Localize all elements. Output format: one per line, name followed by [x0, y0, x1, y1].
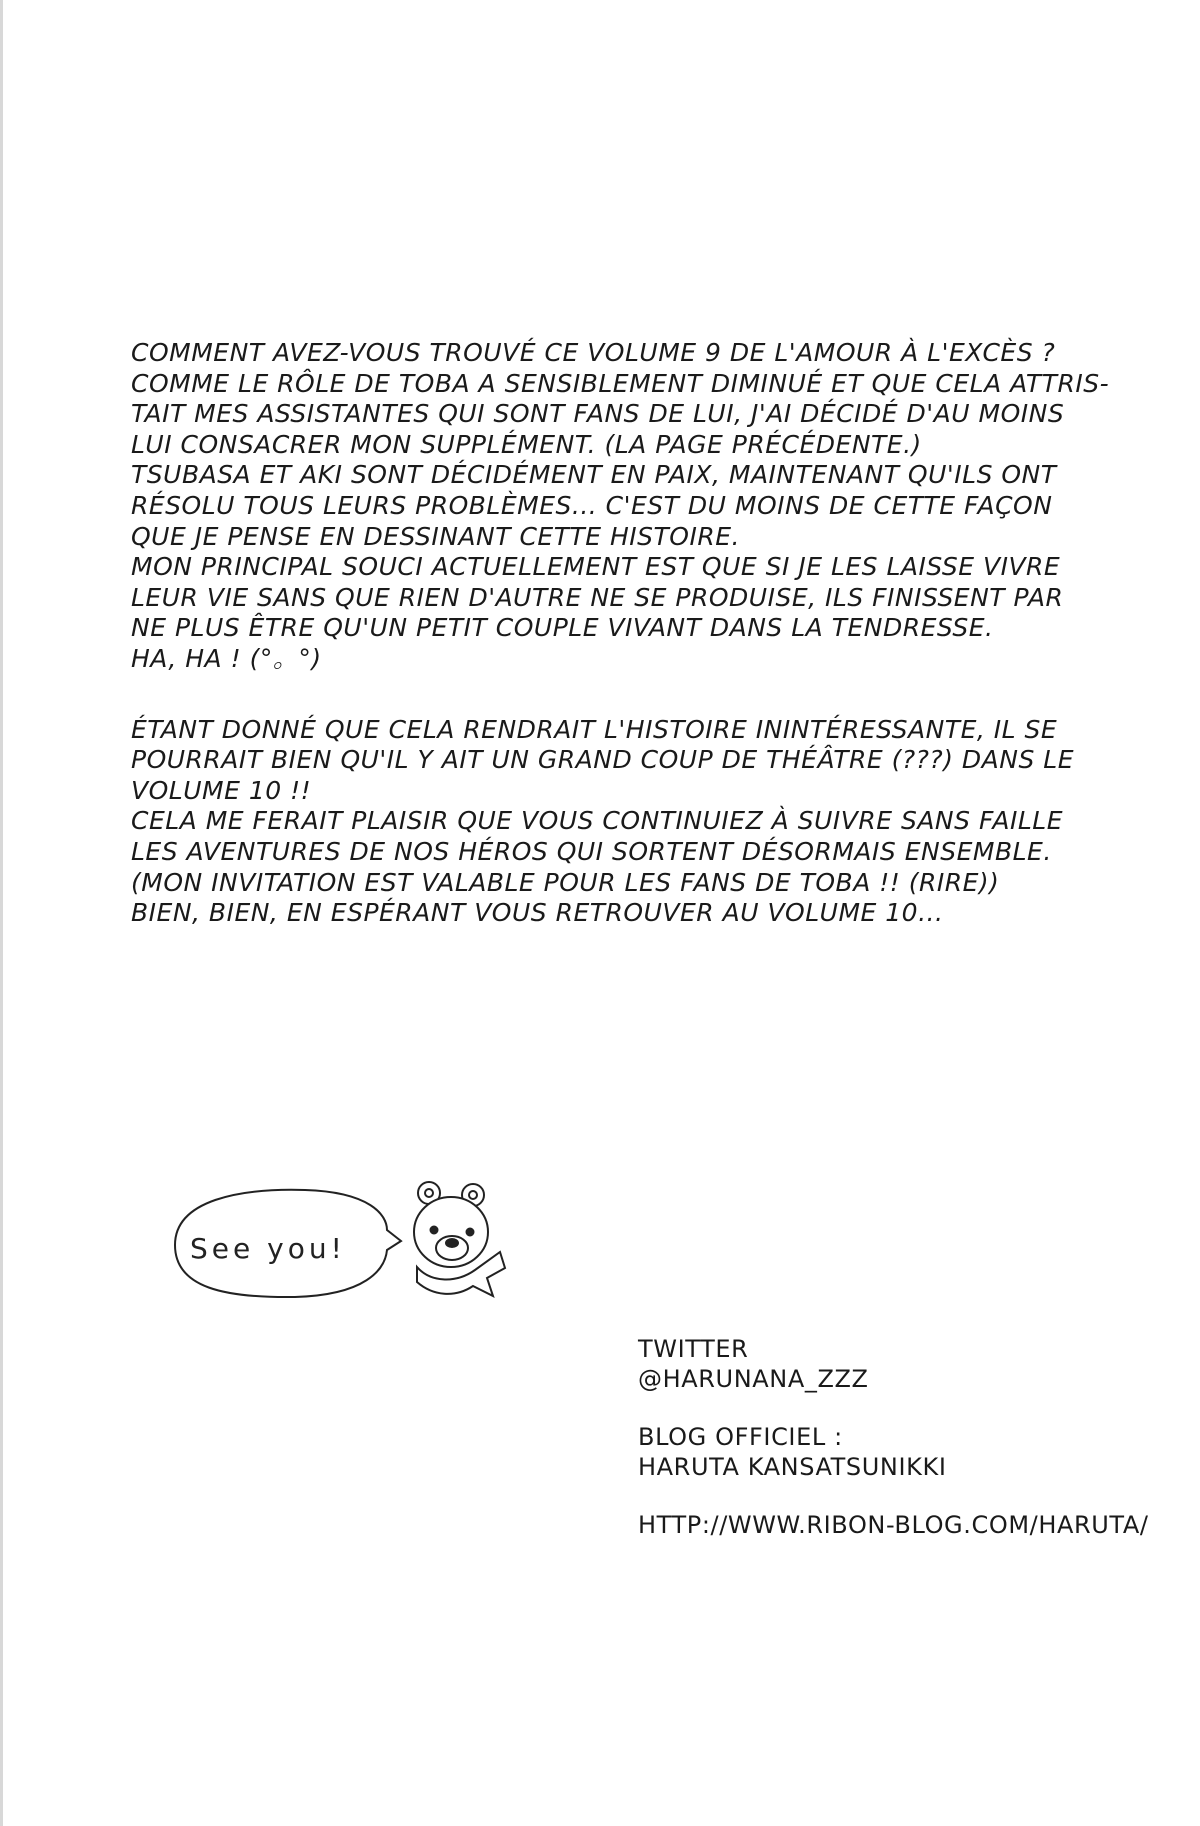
text-line: POURRAIT BIEN QU'IL Y AIT UN GRAND COUP DE THÉÂTRE (???) DANS LE [131, 745, 1074, 775]
paragraph-gap [131, 675, 1131, 715]
text-line: COMME LE RÔLE DE TOBA A SENSIBLEMENT DIMINUÉ ET QUE CELA ATTRIS- [131, 368, 1110, 398]
page-edge [0, 0, 3, 1826]
blog-name: HARUTA KANSATSUNIKKI [638, 1453, 947, 1481]
text-line: QUE JE PENSE EN DESSINANT CETTE HISTOIRE. [131, 521, 740, 551]
text-line: MON PRINCIPAL SOUCI ACTUELLEMENT EST QUE SI JE LES LAISSE VIVRE [131, 552, 1061, 582]
twitter-handle: @HARUNANA_ZZZ [638, 1365, 869, 1393]
speech-text: See you! [190, 1232, 346, 1265]
text-line: ÉTANT DONNÉ QUE CELA RENDRAIT L'HISTOIRE ININTÉRESSANTE, IL SE [131, 714, 1058, 744]
blog-label: BLOG OFFICIEL : [638, 1423, 843, 1451]
text-line: LUI CONSACRER MON SUPPLÉMENT. (LA PAGE PRÉCÉDENTE.) [131, 429, 922, 459]
text-line: HA, HA ! (°。°) [131, 643, 322, 673]
afterword-text [131, 338, 1131, 929]
text-line: COMMENT AVEZ-VOUS TROUVÉ CE VOLUME 9 DE L'AMOUR À L'EXCÈS ? [131, 338, 1056, 367]
text-line: TSUBASA ET AKI SONT DÉCIDÉMENT EN PAIX, MAINTENANT QU'ILS ONT [131, 460, 1057, 490]
author-contacts [638, 1334, 1178, 1540]
text-line: LEUR VIE SANS QUE RIEN D'AUTRE NE SE PRODUISE, ILS FINISSENT PAR [131, 582, 1064, 612]
text-line: VOLUME 10 !! [131, 775, 312, 805]
text-line: CELA ME FERAIT PLAISIR QUE VOUS CONTINUIEZ À SUIVRE SANS FAILLE [131, 806, 1063, 836]
text-line: RÉSOLU TOUS LEURS PROBLÈMES... C'EST DU MOINS DE CETTE FAÇON [131, 490, 1053, 520]
text-line: TAIT MES ASSISTANTES QUI SONT FANS DE LUI, J'AI DÉCIDÉ D'AU MOINS [131, 399, 1065, 429]
text-line: BIEN, BIEN, EN ESPÉRANT VOUS RETROUVER AU VOLUME 10... [131, 898, 944, 928]
blog-url: HTTP://WWW.RIBON-BLOG.COM/HARUTA/ [638, 1511, 1149, 1539]
see-you-doodle [155, 1170, 525, 1340]
text-line: LES AVENTURES DE NOS HÉROS QUI SORTENT DÉSORMAIS ENSEMBLE. [131, 836, 1052, 866]
bear-mascot-icon [414, 1182, 505, 1296]
text-line: NE PLUS ÊTRE QU'UN PETIT COUPLE VIVANT DANS LA TENDRESSE. [131, 613, 994, 643]
text-line: (MON INVITATION EST VALABLE POUR LES FANS DE TOBA !! (RIRE)) [131, 867, 1000, 897]
twitter-label: TWITTER [638, 1335, 749, 1363]
